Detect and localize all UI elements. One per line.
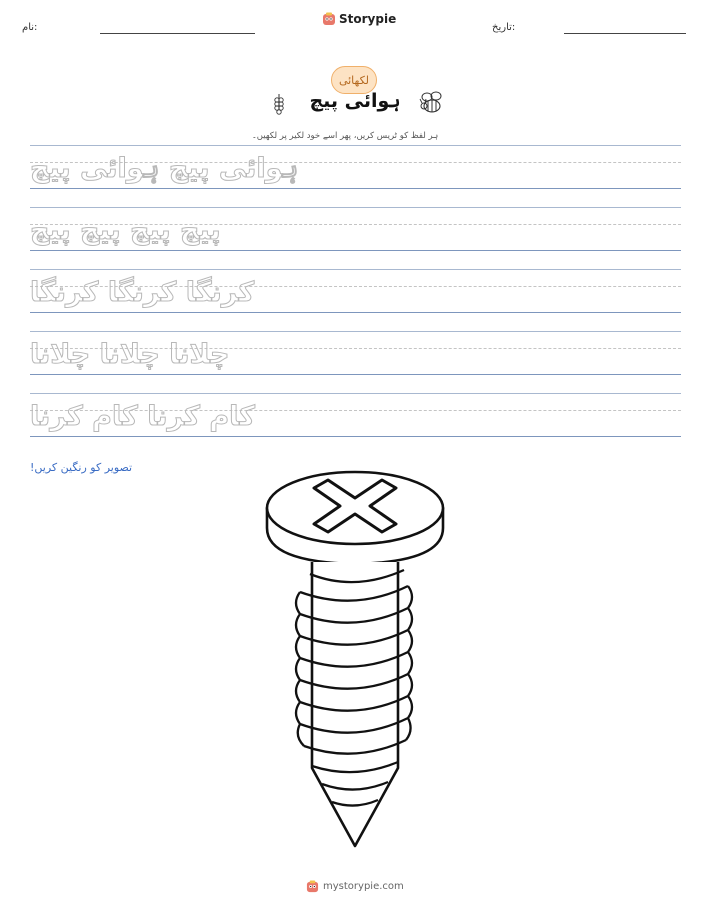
row-top-line — [30, 393, 681, 394]
trace-word: ہوائی پیچ ہوائی پیچ — [30, 153, 299, 184]
bee-icon — [418, 90, 446, 116]
color-instruction: تصویر کو رنگین کریں! — [30, 461, 133, 474]
date-label: تاریخ: — [492, 22, 516, 33]
trace-word: پیچ پیچ پیچ پیچ — [30, 215, 221, 246]
trace-row[interactable] — [30, 145, 681, 193]
footer-url[interactable]: mystorypie.com — [323, 881, 404, 892]
instruction-text: ہر لفظ کو ٹریس کریں، پھر اسے خود لکیر پر لکھیں۔ — [251, 131, 439, 141]
trace-row[interactable] — [30, 393, 681, 441]
category-badge: لکھائی — [331, 66, 377, 94]
row-base-line — [30, 374, 681, 375]
grapes-icon — [272, 93, 286, 117]
row-top-line — [30, 145, 681, 146]
trace-row[interactable] — [30, 207, 681, 255]
row-base-line — [30, 188, 681, 189]
row-top-line — [30, 269, 681, 270]
trace-word: کرنگا کرنگا کرنگا — [30, 277, 255, 308]
brand-name: Storypie — [339, 12, 397, 26]
trace-word: کام کرنا کام کرنا — [30, 401, 256, 432]
storypie-logo-icon — [322, 12, 336, 26]
footer — [306, 880, 404, 893]
storypie-logo-icon — [306, 880, 319, 893]
screw-illustration[interactable] — [262, 466, 448, 850]
trace-row[interactable] — [30, 331, 681, 379]
row-base-line — [30, 312, 681, 313]
row-top-line — [30, 331, 681, 332]
page-title: ہوائی پیچ — [309, 90, 401, 112]
trace-row[interactable] — [30, 269, 681, 317]
name-label: نام: — [22, 22, 38, 33]
trace-word: چلانا چلانا چلانا — [30, 339, 230, 370]
row-base-line — [30, 250, 681, 251]
name-line[interactable] — [100, 33, 255, 34]
date-line[interactable] — [564, 33, 686, 34]
row-base-line — [30, 436, 681, 437]
brand — [322, 12, 396, 26]
row-top-line — [30, 207, 681, 208]
